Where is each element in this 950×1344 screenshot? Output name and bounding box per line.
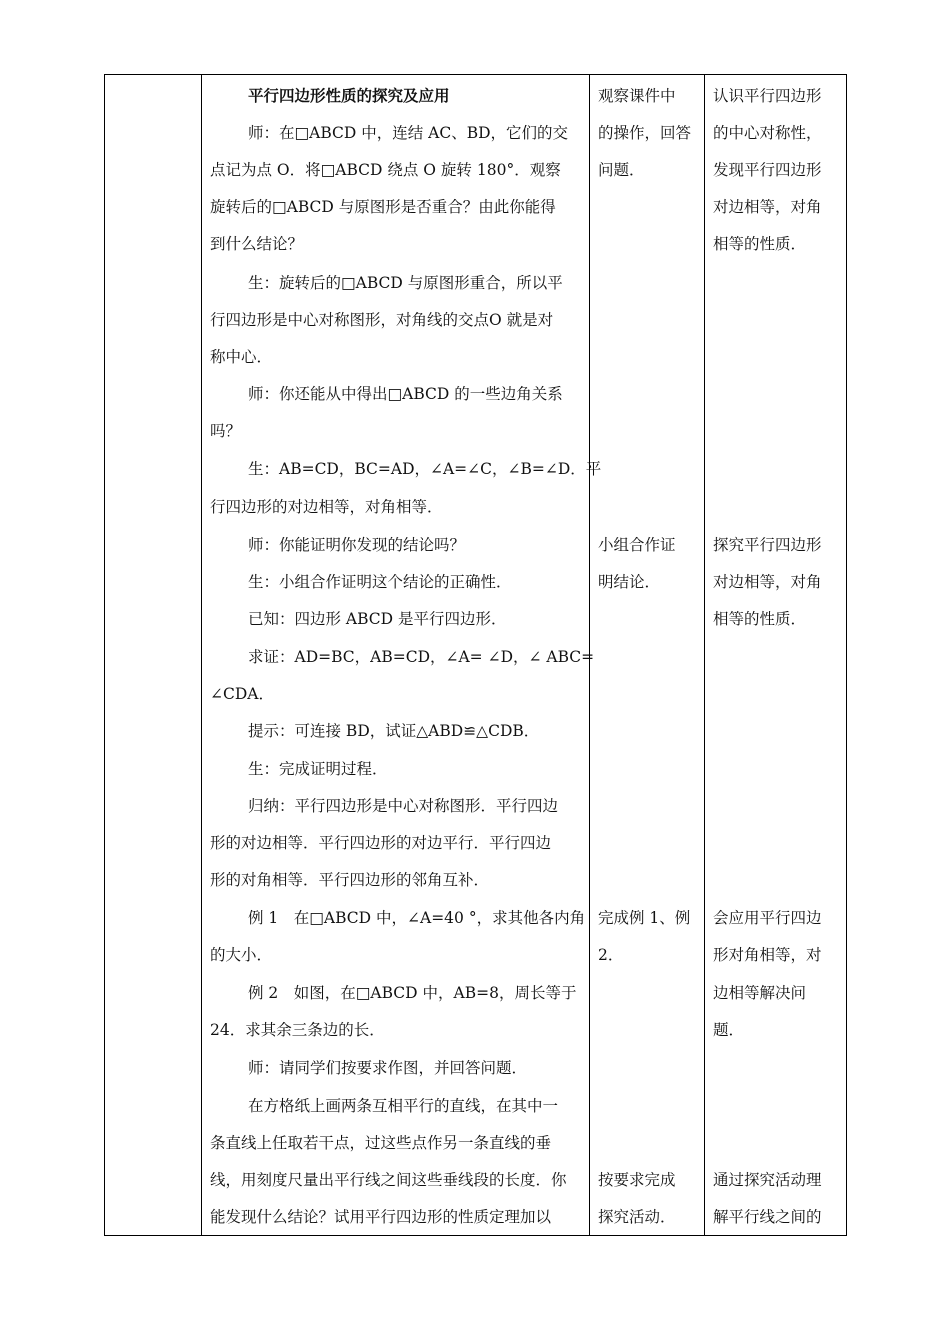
- column-divider: [201, 75, 202, 1235]
- text-line: 观察课件中: [598, 87, 676, 105]
- text-line: 例 2 如图，在□ABCD 中，AB=8，周长等于: [248, 984, 577, 1002]
- text-line: 通过探究活动理: [713, 1171, 822, 1189]
- text-line: 探究活动．: [598, 1208, 676, 1226]
- text-line: 提示：可连接 BD，试证△ABD≌△CDB．: [248, 722, 540, 740]
- text-line: 行四边形的对边相等，对角相等．: [210, 498, 443, 516]
- text-line: 称中心．: [210, 348, 273, 366]
- text-line: 吗？: [210, 422, 242, 440]
- text-line: 解平行线之间的: [713, 1208, 822, 1226]
- text-line: 师：你还能从中得出□ABCD 的一些边角关系: [248, 385, 563, 403]
- text-line: ∠CDA．: [210, 685, 274, 703]
- text-line: 师：请同学们按要求作图，并回答问题．: [248, 1059, 528, 1077]
- text-line: 探究平行四边形: [713, 536, 822, 554]
- text-line: 24．求其余三条边的长．: [210, 1021, 385, 1039]
- text-line: 形对角相等，对: [713, 946, 822, 964]
- text-line: 生：小组合作证明这个结论的正确性．: [248, 573, 512, 591]
- text-line: 生：AB=CD，BC=AD，∠A=∠C，∠B=∠D．平: [248, 460, 602, 478]
- text-line: 行四边形是中心对称图形，对角线的交点O 就是对: [210, 311, 554, 329]
- text-line: 求证：AD=BC，AB=CD，∠A= ∠D，∠ ABC=: [248, 648, 595, 666]
- text-line: 对边相等，对角: [713, 198, 822, 216]
- text-line: 生：旋转后的□ABCD 与原图形重合，所以平: [248, 274, 563, 292]
- text-line: 认识平行四边形: [713, 87, 822, 105]
- text-line: 师：你能证明你发现的结论吗？: [248, 536, 466, 554]
- text-line: 的大小．: [210, 946, 273, 964]
- text-line: 线，用刻度尺量出平行线之间这些垂线段的长度．你: [210, 1171, 567, 1189]
- text-line: 小组合作证: [598, 536, 676, 554]
- column-divider: [704, 75, 705, 1235]
- text-line: 已知：四边形 ABCD 是平行四边形．: [248, 610, 507, 628]
- text-line: 相等的性质．: [713, 610, 807, 628]
- text-line: 的操作，回答: [598, 124, 692, 142]
- text-line: 2．: [598, 946, 624, 964]
- text-line: 形的对边相等．平行四边形的对边平行．平行四边: [210, 834, 552, 852]
- text-line: 生：完成证明过程．: [248, 760, 388, 778]
- text-line: 条直线上任取若干点，过这些点作另一条直线的垂: [210, 1134, 552, 1152]
- text-line: 师：在□ABCD 中，连结 AC、BD，它们的交: [248, 124, 569, 142]
- text-line: 点记为点 O．将□ABCD 绕点 O 旋转 180°．观察: [210, 161, 561, 179]
- text-line: 发现平行四边形: [713, 161, 822, 179]
- text-line: 例 1 在□ABCD 中，∠A=40 °，求其他各内角: [248, 909, 586, 927]
- lesson-table: [104, 74, 847, 1236]
- text-line: 能发现什么结论？试用平行四边形的性质定理加以: [210, 1208, 552, 1226]
- text-line: 对边相等，对角: [713, 573, 822, 591]
- text-line: 的中心对称性，: [713, 124, 822, 142]
- text-line: 在方格纸上画两条互相平行的直线，在其中一: [248, 1097, 559, 1115]
- text-line: 按要求完成: [598, 1171, 676, 1189]
- text-line: 到什么结论？: [210, 235, 304, 253]
- text-line: 完成例 1、例: [598, 909, 691, 927]
- text-line: 归纳：平行四边形是中心对称图形．平行四边: [248, 797, 559, 815]
- text-line: 旋转后的□ABCD 与原图形是否重合？由此你能得: [210, 198, 556, 216]
- text-line: 边相等解决问: [713, 984, 807, 1002]
- text-line: 形的对角相等．平行四边形的邻角互补．: [210, 871, 490, 889]
- text-line: 明结论．: [598, 573, 661, 591]
- text-line: 相等的性质．: [713, 235, 807, 253]
- section-heading: 平行四边形性质的探究及应用: [248, 86, 450, 105]
- text-line: 题．: [713, 1021, 745, 1039]
- text-line: 问题．: [598, 161, 645, 179]
- text-line: 会应用平行四边: [713, 909, 822, 927]
